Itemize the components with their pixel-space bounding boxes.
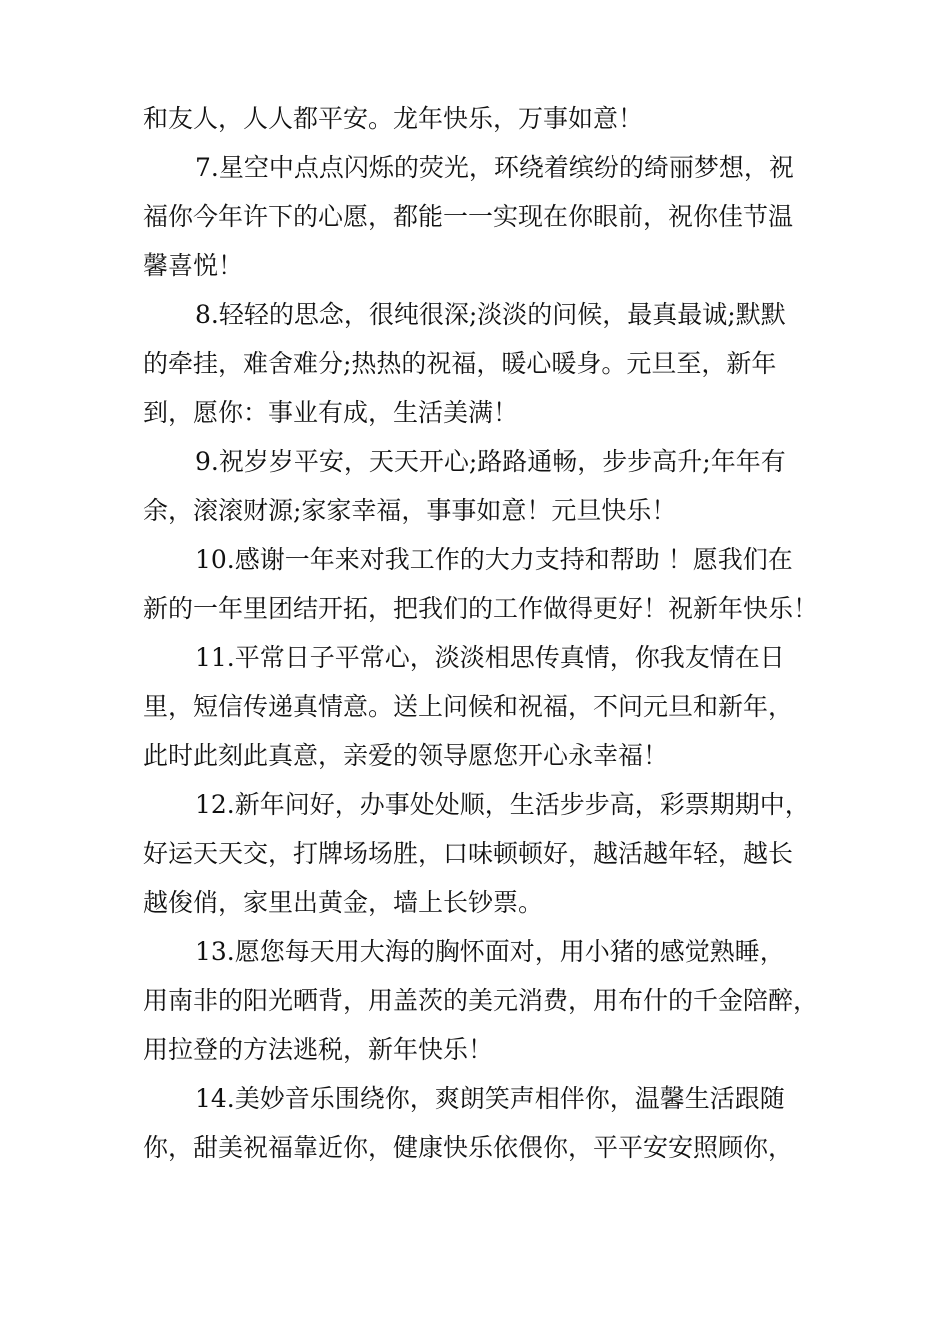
paragraph-10-line-1: 10.感谢一年来对我工作的大力支持和帮助 ！愿我们在 (195, 545, 793, 574)
paragraph-7-line-3: 馨喜悦！ (143, 251, 244, 280)
paragraph-12-line-3: 越俊俏，家里出黄金，墙上长钞票。 (143, 888, 544, 917)
paragraph-11-line-2: 里，短信传递真情意。送上问候和祝福，不问元旦和新年， (143, 692, 794, 721)
paragraph-14-line-1: 14.美妙音乐围绕你，爽朗笑声相伴你，温馨生活跟随 (195, 1084, 785, 1113)
paragraph-8-line-2: 的牵挂，难舍难分;热热的祝福，暖心暖身。元旦至，新年 (143, 349, 777, 378)
paragraph-7-line-1: 7.星空中点点闪烁的荧光，环绕着缤纷的绮丽梦想，祝 (195, 153, 794, 182)
paragraph-8-line-1: 8.轻轻的思念，很纯很深;淡淡的问候，最真最诚;默默 (195, 300, 786, 329)
paragraph-13-line-3: 用拉登的方法逃税，新年快乐！ (143, 1035, 494, 1064)
paragraph-7-line-2: 福你今年许下的心愿，都能一一实现在你眼前，祝你佳节温 (143, 202, 794, 231)
paragraph-9-line-2: 余，滚滚财源;家家幸福，事事如意！元旦快乐！ (143, 496, 677, 525)
document-body (143, 94, 819, 1172)
paragraph-13-line-2: 用南非的阳光晒背，用盖茨的美元消费，用布什的千金陪醉， (143, 986, 819, 1015)
paragraph-12-line-2: 好运天天交，打牌场场胜，口味顿顿好，越活越年轻，越长 (143, 839, 794, 868)
paragraph-11-line-3: 此时此刻此真意，亲爱的领导愿您开心永幸福！ (143, 741, 669, 770)
paragraph-10-line-2: 新的一年里团结开拓，把我们的工作做得更好！祝新年快乐！ (143, 594, 819, 623)
paragraph-12-line-1: 12.新年问好，办事处处顺，生活步步高，彩票期期中， (195, 790, 810, 819)
paragraph-9-line-1: 9.祝岁岁平安，天天开心;路路通畅，步步高升;年年有 (195, 447, 786, 476)
paragraph-13-line-1: 13.愿您每天用大海的胸怀面对，用小猪的感觉熟睡， (195, 937, 785, 966)
paragraph-11-line-1: 11.平常日子平常心，淡淡相思传真情，你我友情在日 (195, 643, 785, 672)
paragraph-14-line-2: 你，甜美祝福靠近你，健康快乐依偎你，平平安安照顾你， (143, 1133, 794, 1162)
paragraph-6-line-3: 和友人，人人都平安。龙年快乐，万事如意！ (143, 104, 644, 133)
paragraph-8-line-3: 到，愿你：事业有成，生活美满！ (143, 398, 519, 427)
